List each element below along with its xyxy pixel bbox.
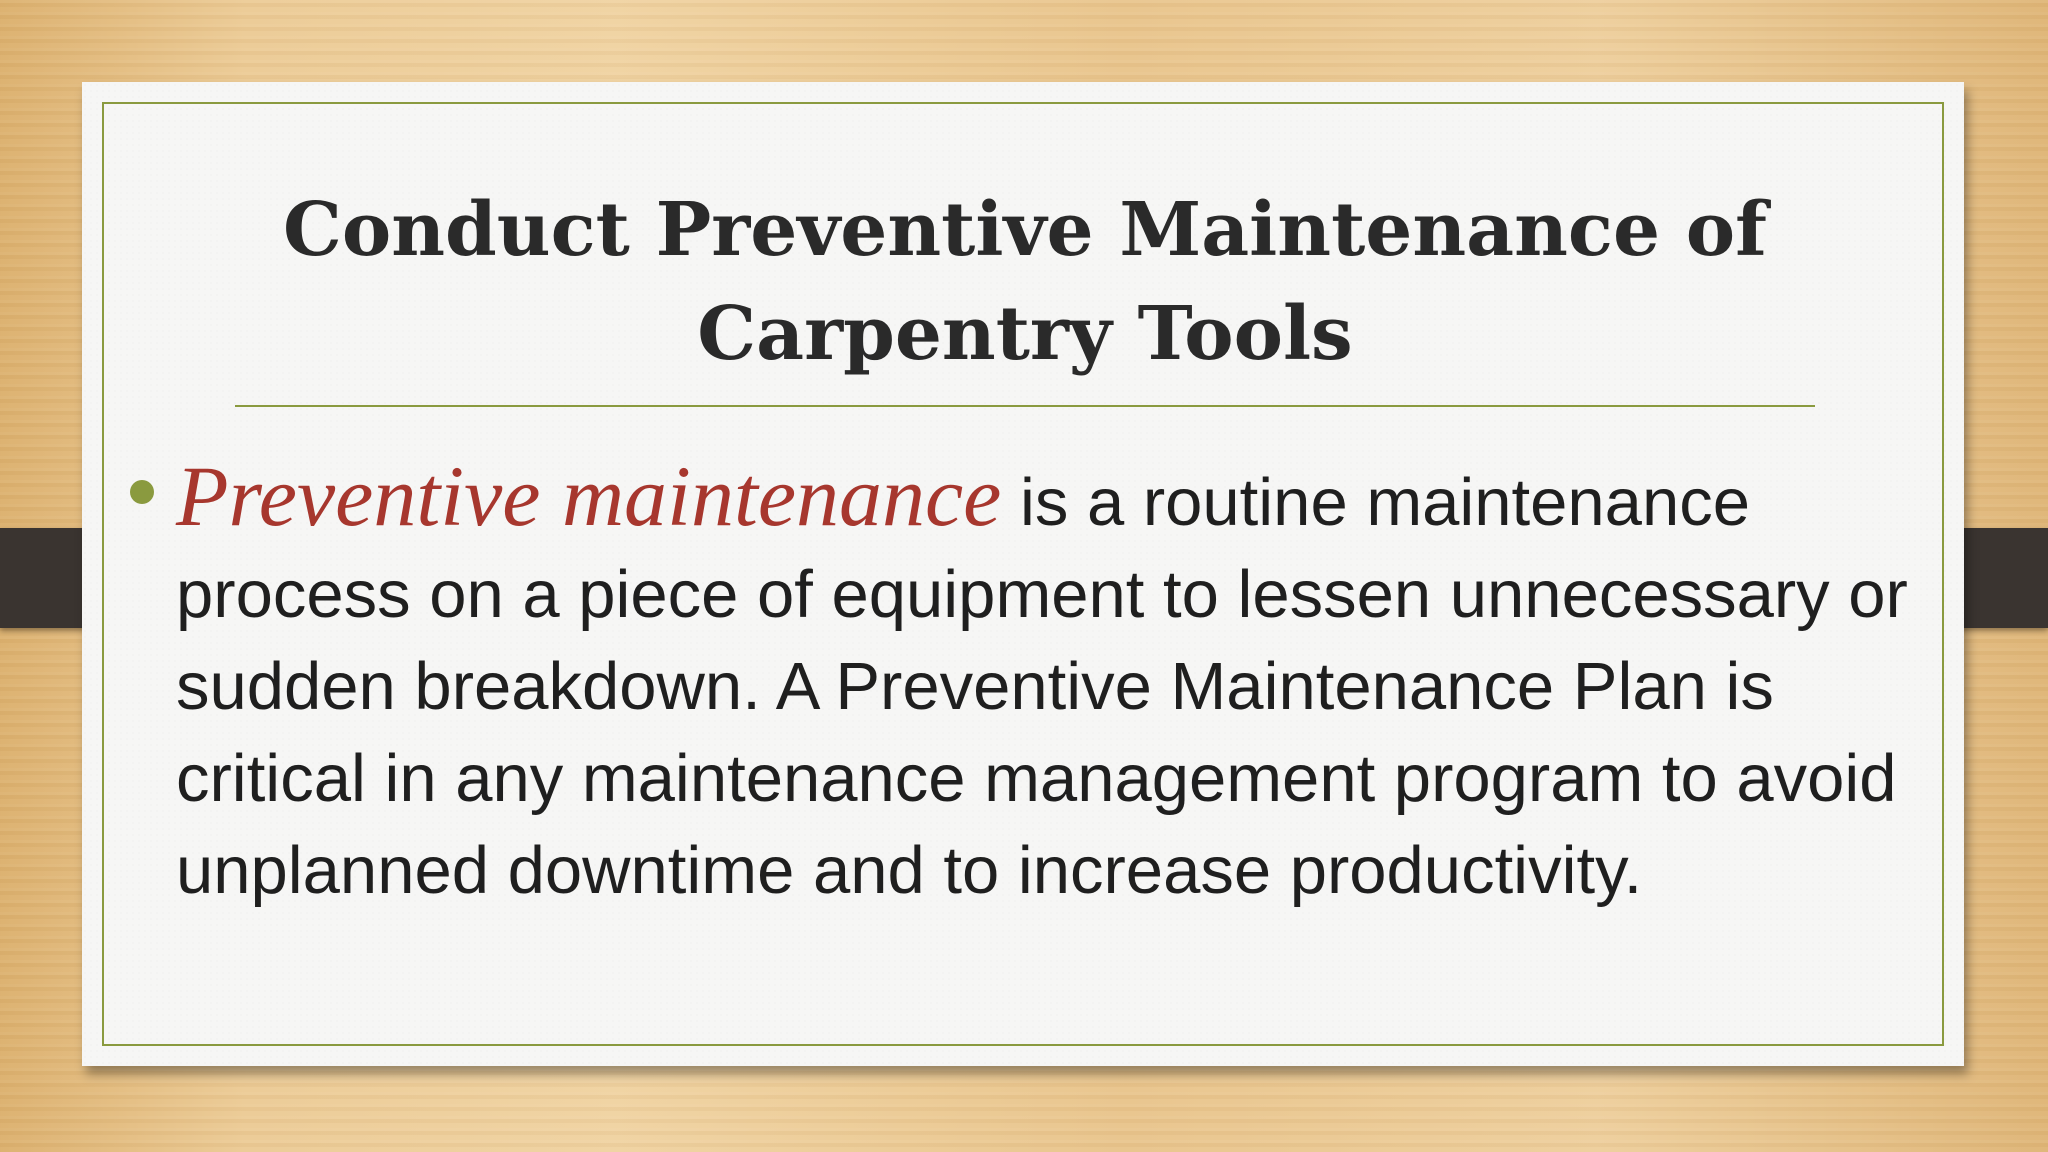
- slide-title: [130, 178, 1920, 386]
- bullet-body: is a routine maintenance process on a piece of equipment to lessen unnecessary or sudden breakdown. A Preventive Maintenance Plan is critical in any maintenance management program to avoid unplanned downtime and to increase productivity.: [176, 465, 1908, 908]
- title-divider: [235, 405, 1815, 407]
- bullet-text: [176, 450, 1916, 917]
- bullet-term: Preventive maintenance: [176, 448, 1002, 544]
- bullet-dot-icon: [130, 480, 154, 504]
- title-line-1: Conduct Preventive Maintenance of: [282, 187, 1767, 273]
- title-line-2: Carpentry Tools: [697, 291, 1353, 377]
